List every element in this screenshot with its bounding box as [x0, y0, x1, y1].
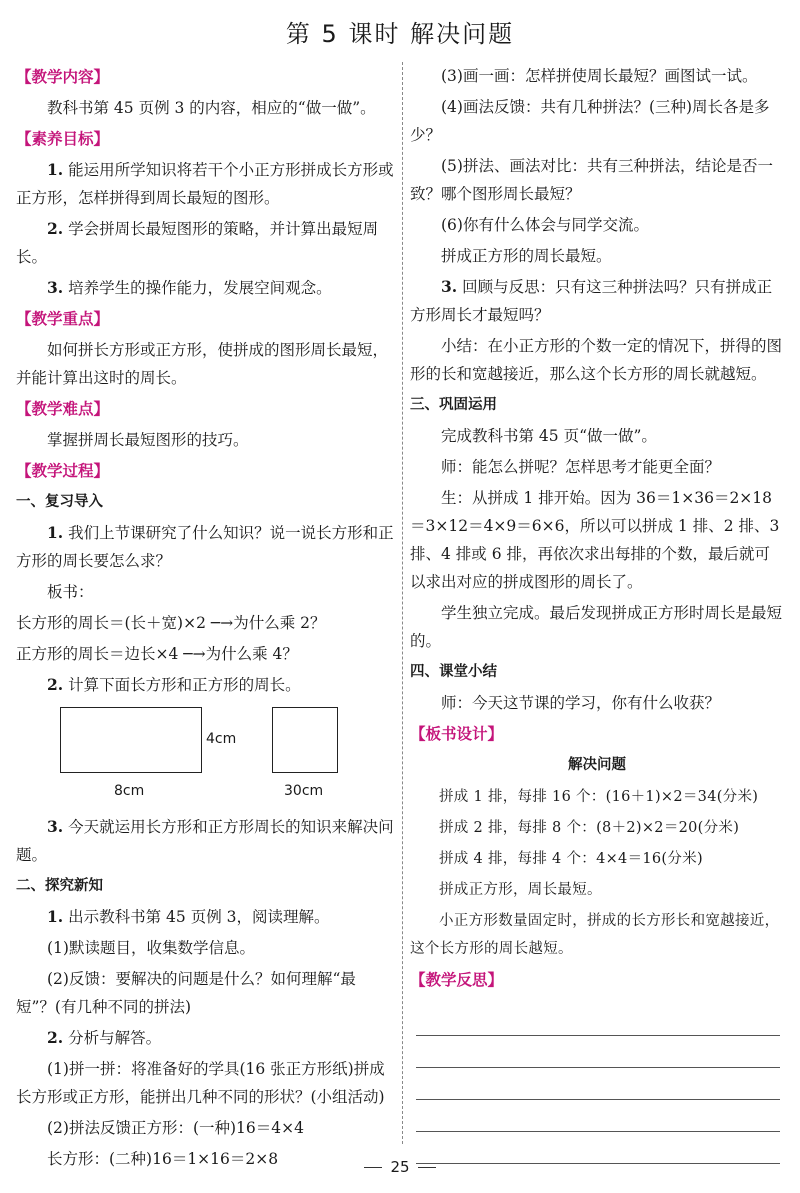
- goal-3-text: 培养学生的操作能力，发展空间观念。: [68, 279, 332, 297]
- section-review: 一、复习导入: [16, 494, 103, 510]
- footer-dash-right: [418, 1167, 436, 1168]
- shapes-figure: [16, 703, 394, 809]
- review-q3: [16, 813, 394, 869]
- review-q3-num: 3.: [47, 817, 64, 836]
- board-design-line-1: 拼成 1 排，每排 16 个：(16＋1)×2＝34(分米): [439, 789, 759, 805]
- heading-content: 【教学内容】: [16, 68, 110, 86]
- practice-2: 师：能怎么拼呢？怎样思考才能更全面？: [441, 458, 721, 476]
- heading-board-design: 【板书设计】: [410, 725, 504, 743]
- step-compare: (5)拼法、画法对比：共有三种拼法，结论是否一致？哪个图形周长最短？: [410, 157, 773, 203]
- heading-reflection: 【教学反思】: [410, 971, 504, 989]
- review-q1: [16, 519, 394, 575]
- section-practice: 三、巩固运用: [410, 397, 497, 413]
- explore-1a: (1)默读题目，收集数学信息。: [47, 939, 255, 957]
- reflection-lines: [410, 1004, 784, 1164]
- difficulties-text: 掌握拼周长最短图形的技巧。: [47, 431, 249, 449]
- page-number: 25: [390, 1158, 410, 1176]
- heading-process: 【教学过程】: [16, 462, 110, 480]
- rectangle-height-label: 4cm: [206, 731, 237, 747]
- board-line-2: 正方形的周长＝边长×4 ─→为什么乘 4？: [16, 645, 298, 663]
- review-q1-num: 1.: [47, 523, 64, 542]
- column-divider: [402, 62, 403, 1144]
- explore-1-text: 出示教科书第 45 页例 3，阅读理解。: [68, 908, 330, 926]
- section-summary: 四、课堂小结: [410, 664, 497, 680]
- reflection-line: [416, 1068, 780, 1100]
- reflection-line: [416, 1036, 780, 1068]
- review-q2-num: 2.: [47, 675, 64, 694]
- review-reflect-num: 3.: [441, 277, 458, 296]
- content-text: 教科书第 45 页例 3 的内容，相应的“做一做”。: [47, 99, 376, 117]
- goal-3: [16, 274, 394, 302]
- step-feedback: (4)画法反馈：共有几种拼法？(三种)周长各是多少？: [410, 98, 770, 144]
- board-design-title: 解决问题: [568, 757, 626, 773]
- rectangle-shape: [60, 707, 202, 773]
- review-q1-text: 我们上节课研究了什么知识？说一说长方形和正方形的周长要怎么求？: [16, 524, 394, 570]
- board-line-1: 长方形的周长＝(长＋宽)×2 ─→为什么乘 2？: [16, 614, 326, 632]
- heading-difficulties: 【教学难点】: [16, 400, 110, 418]
- explore-2-text: 分析与解答。: [68, 1029, 162, 1047]
- heading-goals: 【素养目标】: [16, 130, 110, 148]
- reflection-line: [416, 1100, 780, 1132]
- step-conclusion: 拼成正方形的周长最短。: [441, 247, 612, 265]
- goal-2-num: 2.: [47, 219, 64, 238]
- reflection-line: [416, 1004, 780, 1036]
- left-column: [16, 62, 394, 1176]
- heading-key-points: 【教学重点】: [16, 310, 110, 328]
- board-design-line-4: 拼成正方形，周长最短。: [439, 882, 602, 898]
- practice-3: 生：从拼成 1 排开始。因为 36＝1×36＝2×18＝3×12＝4×9＝6×6，所以可以拼成 1 排、2 排、3 排、4 排或 6 排，再依次求出每排的个数，最后就可以求出对应的拼成图形的周长了。: [410, 489, 780, 591]
- review-q2-text: 计算下面长方形和正方形的周长。: [68, 676, 301, 694]
- goal-1-text: 能运用所学知识将若干个小正方形拼成长方形或正方形，怎样拼得到周长最短的图形。: [16, 161, 394, 207]
- review-reflect: [410, 273, 784, 329]
- board-label: 板书：: [47, 583, 94, 601]
- explore-1b: (2)反馈：要解决的问题是什么？如何理解“最短”？(有几种不同的拼法): [16, 970, 356, 1016]
- board-design-line-2: 拼成 2 排，每排 8 个：(8＋2)×2＝20(分米): [439, 820, 740, 836]
- explore-2-num: 2.: [47, 1028, 64, 1047]
- explore-2: [16, 1024, 394, 1052]
- page-footer: [0, 1158, 800, 1176]
- goal-2: [16, 215, 394, 271]
- goal-1: [16, 156, 394, 212]
- step-share: (6)你有什么体会与同学交流。: [441, 216, 649, 234]
- goal-3-num: 3.: [47, 278, 64, 297]
- footer-dash-left: [364, 1167, 382, 1168]
- review-reflect-text: 回顾与反思：只有这三种拼法吗？只有拼成正方形周长才最短吗？: [410, 278, 773, 324]
- step-draw: (3)画一画：怎样拼使周长最短？画图试一试。: [441, 67, 758, 85]
- goal-2-text: 学会拼周长最短图形的策略，并计算出最短周长。: [16, 220, 379, 266]
- section-explore: 二、探究新知: [16, 878, 103, 894]
- explore-2a: (1)拼一拼：将准备好的学具(16 张正方形纸)拼成长方形或正方形，能拼出几种不同的形状？(小组活动): [16, 1060, 385, 1106]
- right-column: [410, 62, 784, 1164]
- goal-1-num: 1.: [47, 160, 64, 179]
- key-points-text: 如何拼长方形或正方形，使拼成的图形周长最短，并能计算出这时的周长。: [16, 341, 389, 387]
- practice-4: 学生独立完成。最后发现拼成正方形时周长是最短的。: [410, 604, 783, 650]
- review-q2: [16, 671, 394, 699]
- explore-1-num: 1.: [47, 907, 64, 926]
- summary-question: 师：今天这节课的学习，你有什么收获？: [441, 694, 721, 712]
- square-shape: [272, 707, 338, 773]
- board-design-line-3: 拼成 4 排，每排 4 个：4×4＝16(分米): [439, 851, 703, 867]
- square-side-label: 30cm: [284, 783, 324, 799]
- summary-text: 小结：在小正方形的个数一定的情况下，拼得的图形的长和宽越接近，那么这个长方形的周长就越短。: [410, 337, 783, 383]
- rectangle-width-label: 8cm: [114, 783, 145, 799]
- practice-1: 完成教科书第 45 页“做一做”。: [441, 427, 657, 445]
- review-q3-text: 今天就运用长方形和正方形周长的知识来解决问题。: [16, 818, 394, 864]
- explore-2b: (2)拼法反馈正方形：(一种)16＝4×4: [47, 1119, 304, 1137]
- explore-2c: 长方形：(二种)16＝1×16＝2×8: [47, 1150, 279, 1168]
- explore-1: [16, 903, 394, 931]
- page-title: 第 5 课时 解决问题: [285, 20, 515, 48]
- board-design-line-5: 小正方形数量固定时，拼成的长方形长和宽越接近，这个长方形的周长越短。: [410, 913, 780, 957]
